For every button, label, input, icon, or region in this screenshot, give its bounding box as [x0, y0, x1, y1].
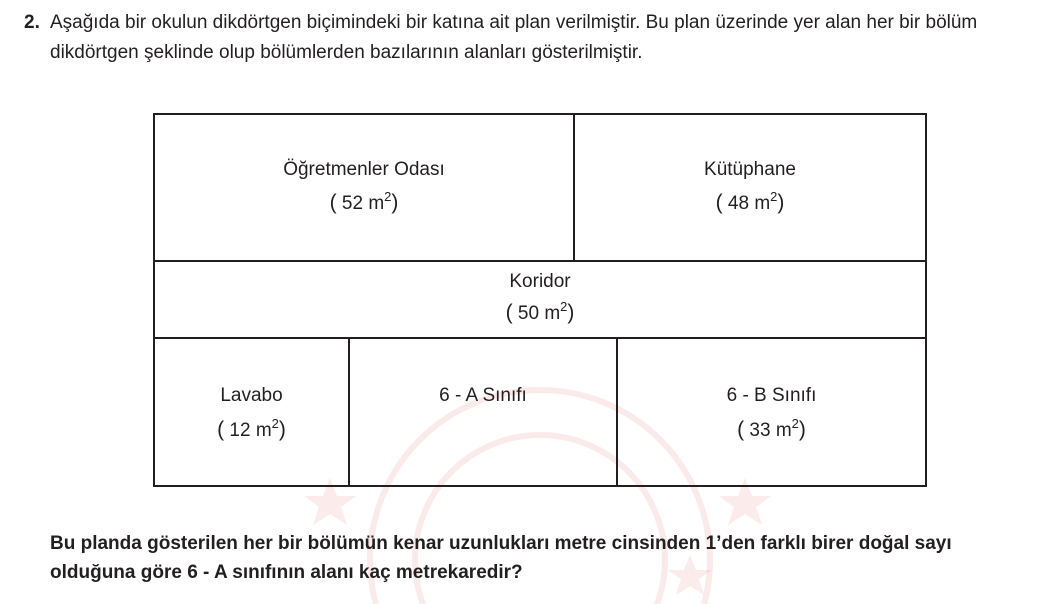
area-value: 33 — [749, 420, 771, 441]
room-name: 6 - A Sınıfı — [439, 385, 527, 406]
room-lavabo — [153, 337, 350, 487]
room-ogretmenler-odasi — [153, 113, 575, 262]
area-unit: m — [544, 303, 561, 324]
room-kutuphane — [573, 113, 927, 262]
area-exponent: 2 — [560, 299, 568, 314]
question-prompt-line-1: Bu planda gösterilen her bir bölümün kenar uzunlukları metre cinsinden 1’den farklı birer doğal sayı — [50, 533, 952, 554]
question-intro-line-1: Aşağıda bir okulun dikdörtgen biçimindeki bir katına ait plan verilmiştir. Bu plan üzerinde yer alan her bir bölüm — [50, 12, 978, 33]
area-unit: m — [368, 193, 385, 214]
area-exponent: 2 — [384, 189, 392, 204]
area-unit: m — [255, 420, 272, 441]
room-area: ( 52 $m^2$) — [329, 189, 399, 214]
question-intro-line-2: dikdörtgen şeklinde olup bölümlerden bazılarının alanları gösterilmiştir. — [50, 42, 643, 63]
room-name: 6 - B Sınıfı — [726, 385, 817, 406]
area-value: 48 — [727, 193, 750, 214]
room-name: Öğretmenler Odası — [283, 159, 445, 180]
area-exponent: 2 — [271, 416, 279, 431]
area-unit: m — [775, 420, 792, 441]
room-6a-sinifi — [348, 337, 618, 487]
area-exponent: 2 — [791, 416, 799, 431]
room-6b-sinifi — [616, 337, 927, 487]
room-name: Kütüphane — [704, 159, 796, 180]
room-name: Lavabo — [220, 385, 283, 406]
floor-plan — [153, 113, 927, 487]
room-area: ( 12 $m^2$) — [217, 416, 286, 441]
room-area: ( 50 $m^2$) — [505, 299, 575, 324]
room-name: Koridor — [509, 271, 571, 292]
question-number: 2. — [24, 12, 40, 33]
area-unit: m — [754, 193, 771, 214]
area-value: 52 — [341, 193, 364, 214]
room-koridor — [153, 260, 927, 339]
room-area: ( 33 $m^2$) — [737, 416, 806, 441]
area-value: 12 — [229, 420, 251, 441]
room-area: ( 48 $m^2$) — [715, 189, 785, 214]
area-exponent: 2 — [770, 189, 778, 204]
question-prompt-line-2: olduğuna göre 6 - A sınıfının alanı kaç metrekaredir? — [50, 562, 523, 583]
area-value: 50 — [517, 303, 540, 324]
